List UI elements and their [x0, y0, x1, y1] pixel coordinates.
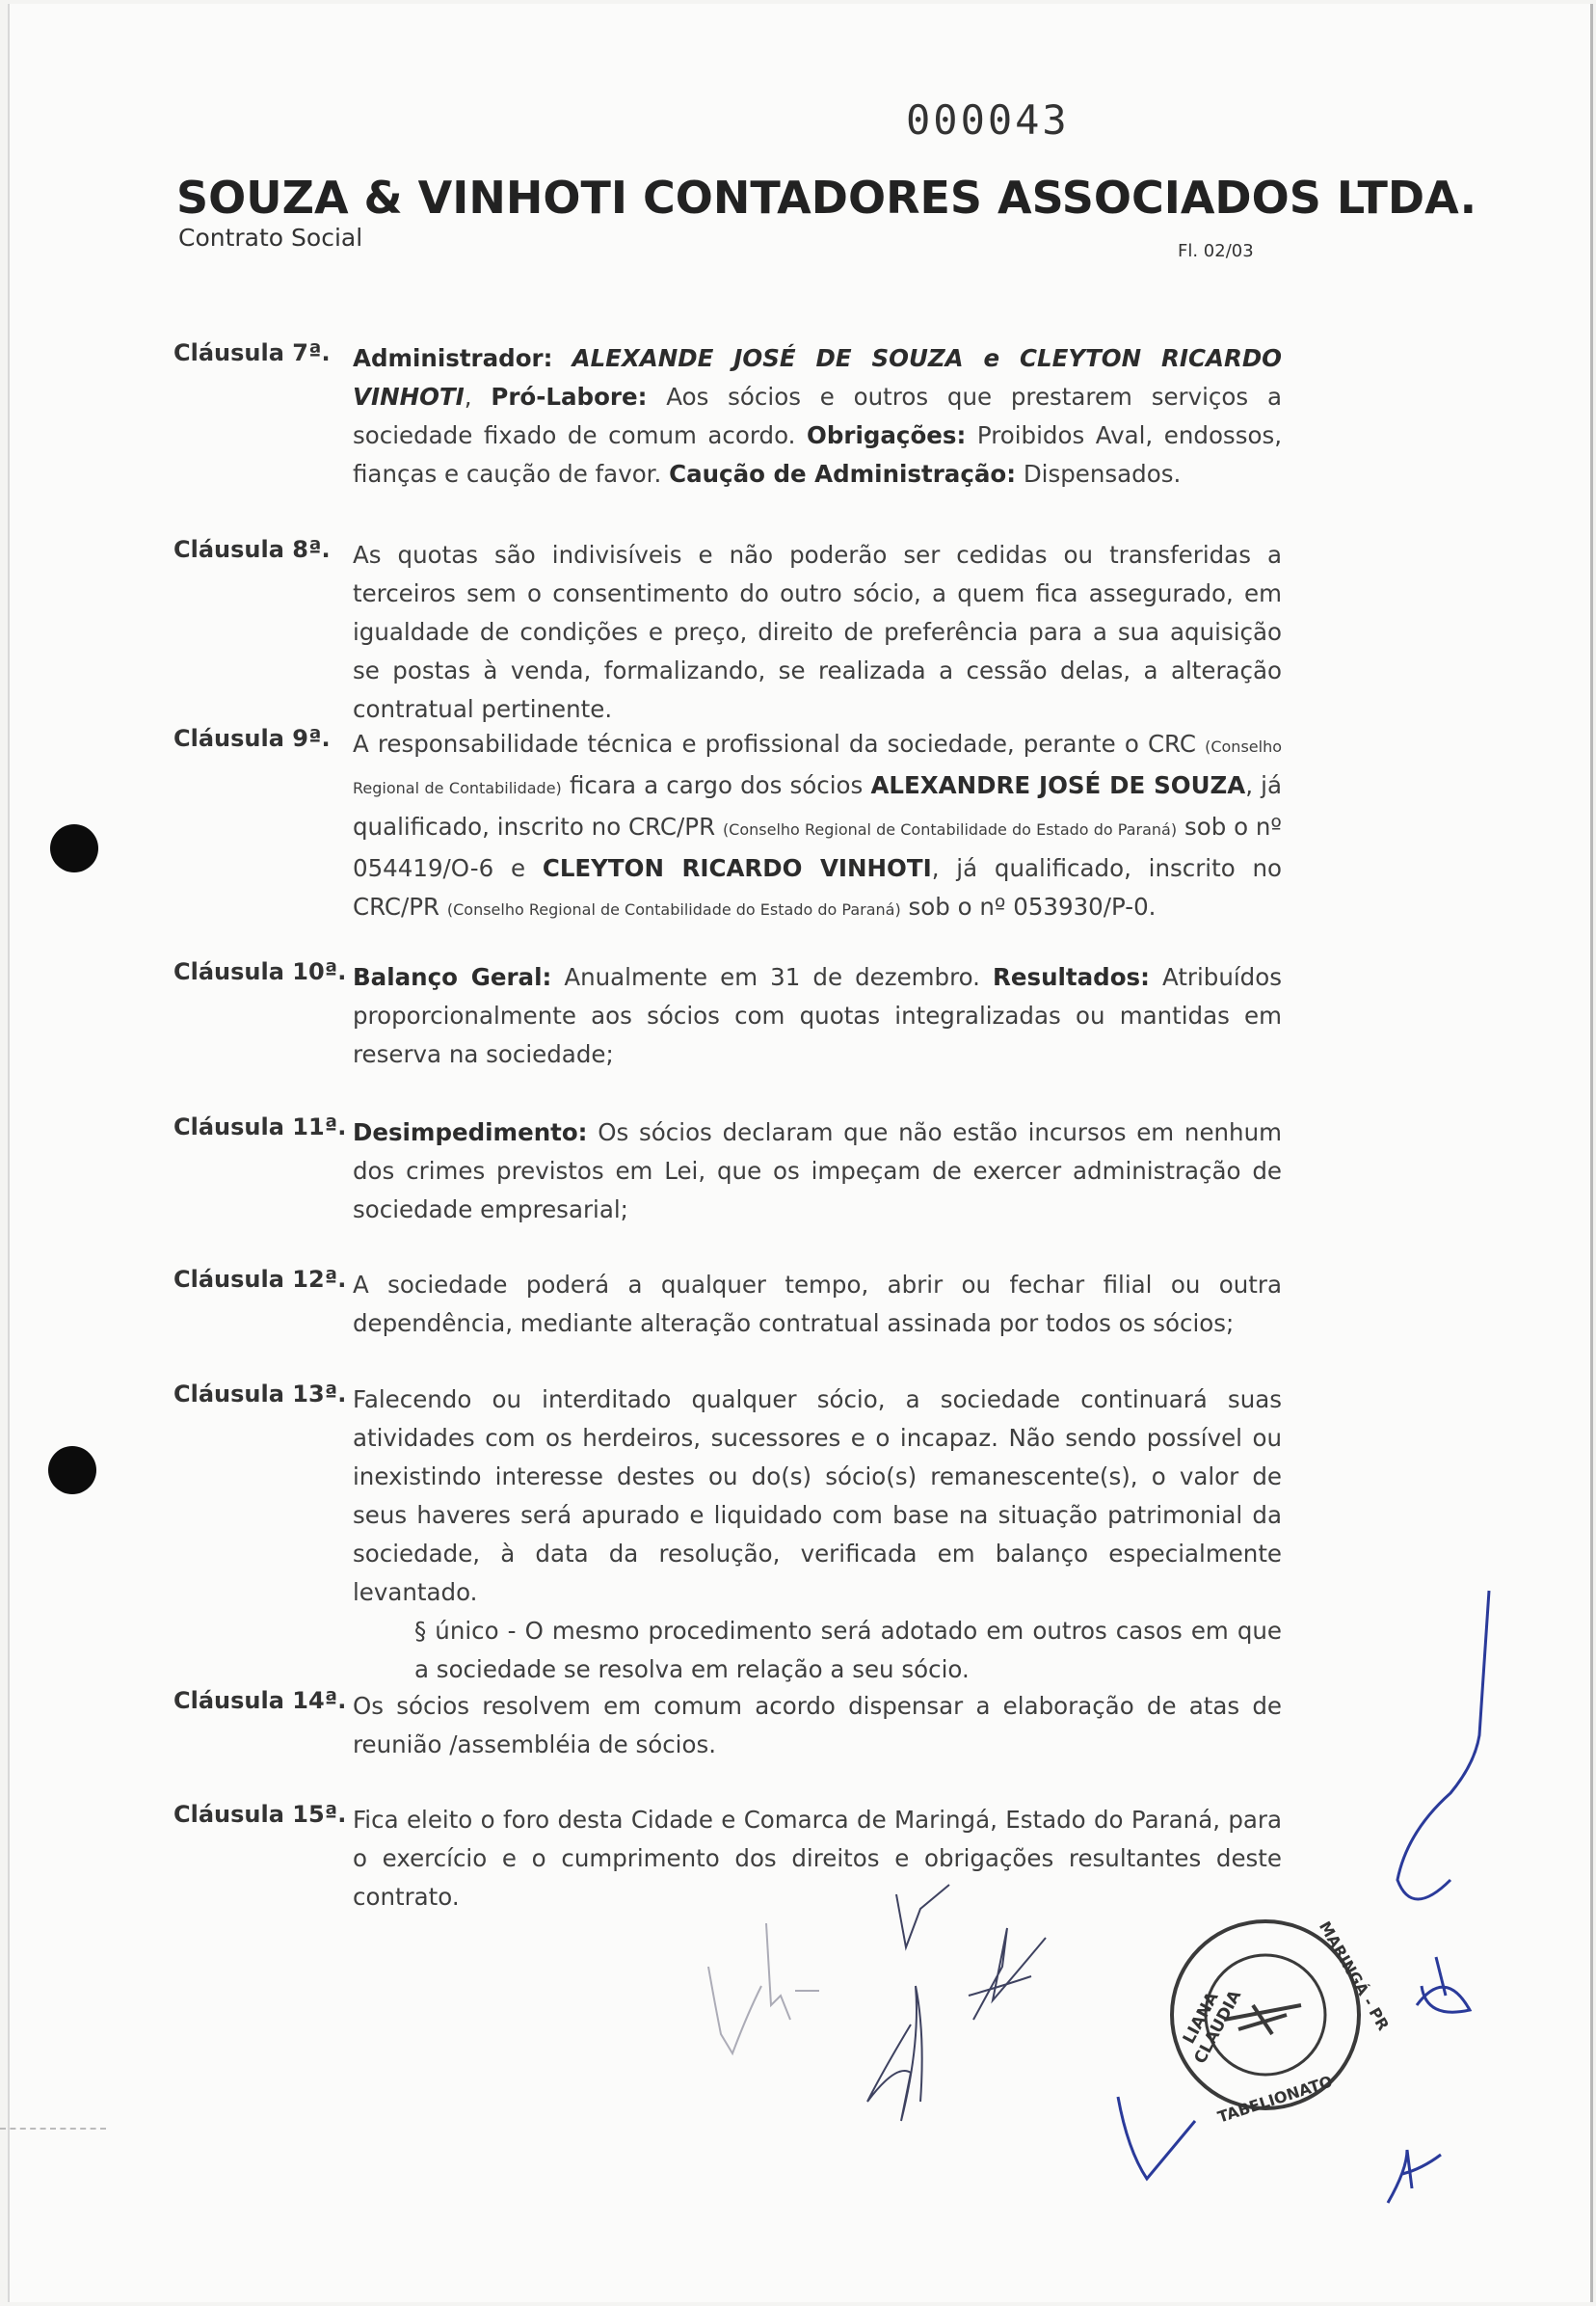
- clause-text: A sociedade poderá a qualquer tempo, abrir ou fechar filial ou outra dependência, mediante alteração contratual assinada por todos os sócios;: [353, 1271, 1282, 1337]
- clause-7: [173, 339, 1282, 494]
- sequence-number: 000043: [906, 96, 1070, 144]
- clause-text: Os sócios resolvem em comum acordo dispensar a elaboração de atas de reunião /assembléia de sócios.: [353, 1692, 1282, 1758]
- clause-text: Falecendo ou interditado qualquer sócio, a sociedade continuará suas atividades com os herdeiros, sucessores e o incapaz. Não sendo possível ou inexistindo interesse destes ou do(s) sócio(s) remanescente(s), o valor de seus haveres será apurado e liquidado com base na situação patrimonial da sociedade, à data da resolução, verificada em balanço especialmente levantado.: [353, 1385, 1282, 1606]
- clause-14: [173, 1687, 1282, 1764]
- company-name: SOUZA & VINHOTI CONTADORES ASSOCIADOS LTDA.: [176, 172, 1477, 224]
- clause-text: Administrador: ALEXANDE JOSÉ DE SOUZA e CLEYTON RICARDO VINHOTI, Pró-Labore: Aos sócios e outros que prestarem serviços a sociedade fixado de comum acordo. Obrigações: Proibidos Aval, endossos, fianças e caução de favor. Caução de Administração: Dispensados.: [353, 344, 1283, 488]
- clause-13: [173, 1381, 1282, 1689]
- clause-11: [173, 1113, 1282, 1229]
- clause-8: [173, 536, 1282, 729]
- clause-number: Cláusula 14ª.: [173, 1687, 347, 1714]
- clause-number: Cláusula 9ª.: [173, 725, 331, 752]
- clause-text: Fica eleito o foro desta Cidade e Comarca de Maringá, Estado do Paraná, para o exercício e o cumprimento dos direitos e obrigações resultantes deste contrato.: [353, 1806, 1282, 1911]
- sole-paragraph: § único - O mesmo procedimento será adotado em outros casos em que a sociedade se resolva em relação a seu sócio.: [414, 1617, 1282, 1683]
- clause-12: [173, 1266, 1282, 1343]
- clause-9: [173, 725, 1282, 929]
- clause-number: Cláusula 13ª.: [173, 1381, 347, 1408]
- clause-15: [173, 1801, 1282, 1917]
- clause-number: Cláusula 7ª.: [173, 339, 331, 366]
- document-type: Contrato Social: [178, 224, 363, 252]
- punch-hole-bottom: [48, 1446, 96, 1494]
- stamp-text-right: MARINGÁ - PR: [1315, 1917, 1394, 2034]
- clause-text: Desimpedimento: Os sócios declaram que não estão incursos em nenhum dos crimes previstos em Lei, que os impeçam de exercer administração de sociedade empresarial;: [353, 1118, 1282, 1223]
- clause-number: Cláusula 11ª.: [173, 1113, 347, 1140]
- clause-text: A responsabilidade técnica e profissional da sociedade, perante o CRC (Conselho Regional de Contabilidade) ficara a cargo dos sócios ALEXANDRE JOSÉ DE SOUZA, já qualificado, inscrito no CRC/PR (Conselho Regional de Contabilidade do Estado do Paraná) sob o nº 054419/O-6 e CLEYTON RICARDO VINHOTI, já qualificado, inscrito no CRC/PR (Conselho Regional de Contabilidade do Estado do Paraná) sob o nº 053930/P-0.: [353, 730, 1282, 921]
- margin-mark: [0, 2128, 106, 2130]
- clause-number: Cláusula 10ª.: [173, 958, 347, 985]
- stamp-text-bottom: TABELIONATO: [1215, 2072, 1335, 2127]
- folio-number: Fl. 02/03: [1178, 241, 1254, 261]
- clause-text: Balanço Geral: Anualmente em 31 de dezembro. Resultados: Atribuídos proporcionalmente aos sócios com quotas integralizadas ou mantidas em reserva na sociedade;: [353, 963, 1282, 1068]
- clause-number: Cláusula 12ª.: [173, 1266, 347, 1293]
- stamp-text-top: LIANA CLAUDIA: [1179, 1987, 1246, 2068]
- clause-text: As quotas são indivisíveis e não poderão ser cedidas ou transferidas a terceiros sem o consentimento do outro sócio, a quem fica assegurado, em igualdade de condições e preço, direito de preferência para a sua aquisição se postas à venda, formalizando, se realizada a cessão delas, a alteração contratual pertinente.: [353, 541, 1282, 723]
- punch-hole-top: [50, 824, 98, 872]
- clause-number: Cláusula 15ª.: [173, 1801, 347, 1828]
- clause-number: Cláusula 8ª.: [173, 536, 331, 563]
- clause-10: [173, 958, 1282, 1074]
